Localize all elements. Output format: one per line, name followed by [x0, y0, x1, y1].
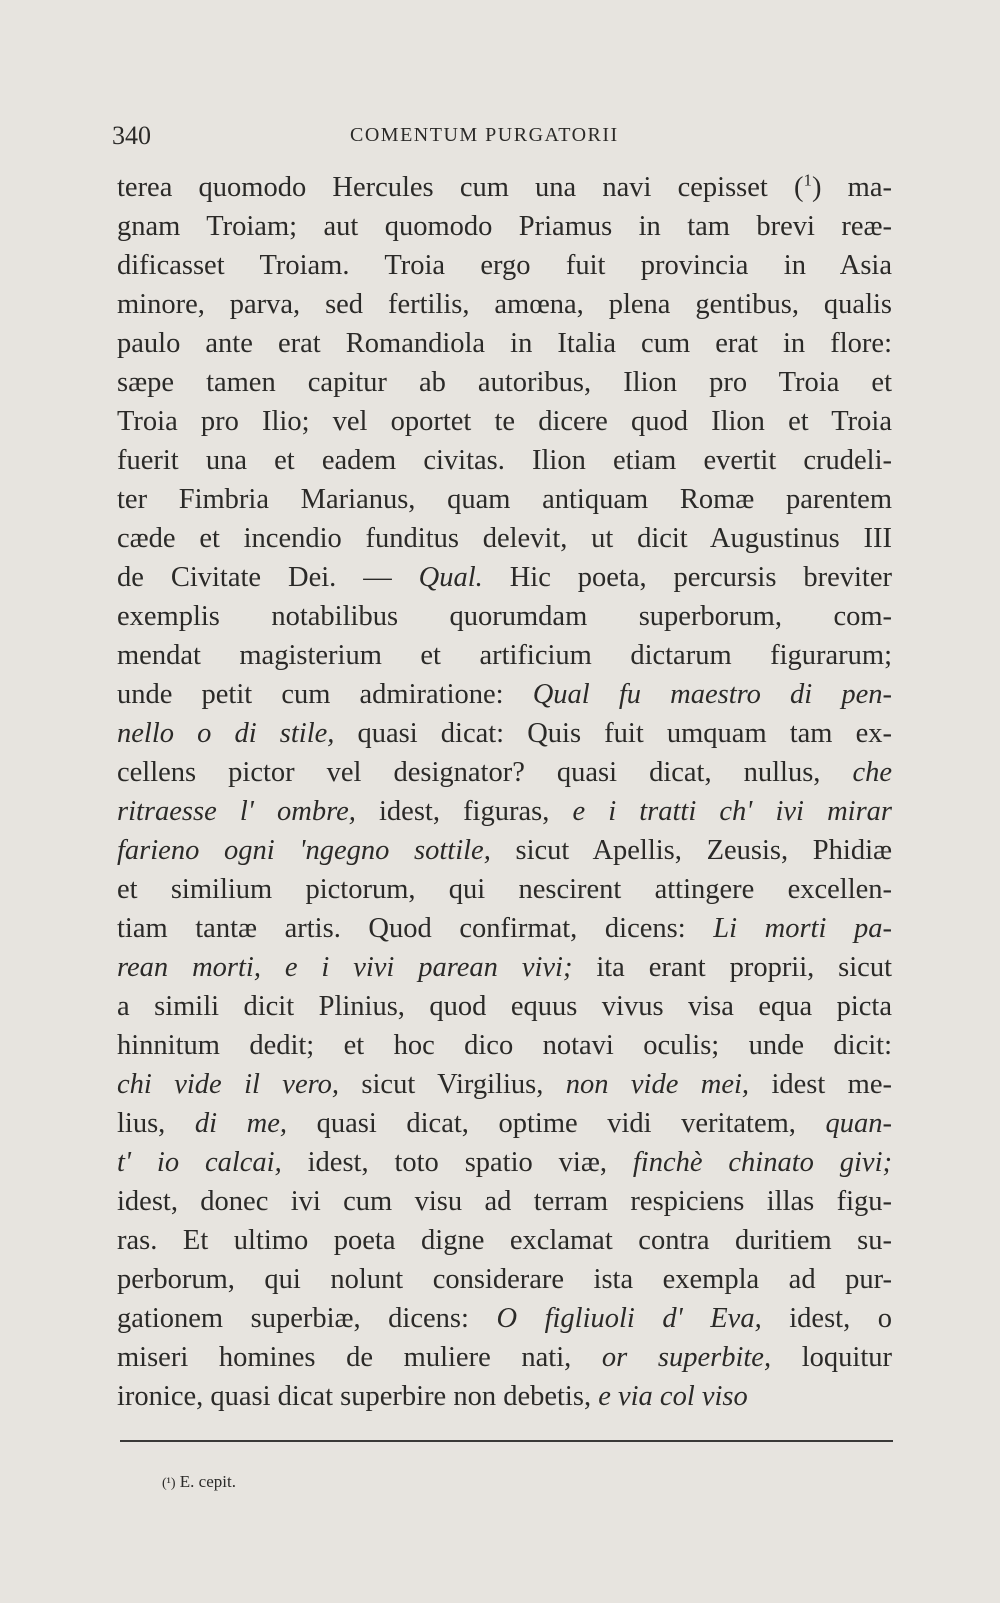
italic-quote: e i tratti ch' ivi mirar: [572, 796, 893, 827]
text-line: [117, 597, 892, 636]
text-segment: et similium pictorum, qui nescirent attingere excellen-: [117, 874, 892, 905]
text-segment: dificasset Troiam. Troia ergo fuit provincia in Asia: [117, 250, 892, 281]
page-header: [112, 121, 890, 155]
italic-quote: Qual.: [418, 562, 483, 593]
text-line: [117, 168, 892, 207]
text-line: [117, 1143, 892, 1182]
italic-quote: e via col viso: [598, 1381, 748, 1412]
footnote-text: E. cepit.: [179, 1472, 236, 1491]
text-segment: quasi dicat, optime vidi veritatem,: [287, 1108, 826, 1139]
text-segment: hinnitum dedit; et hoc dico notavi oculis; unde dicit:: [117, 1030, 892, 1061]
text-segment: terea quomodo Hercules cum una navi cepisset (: [117, 172, 804, 203]
text-line: [117, 1065, 892, 1104]
text-line: [117, 558, 892, 597]
text-line: [117, 1026, 892, 1065]
text-line: [117, 1377, 892, 1416]
text-line: [117, 675, 892, 714]
text-segment: quasi dicat: Quis fuit umquam tam ex-: [334, 718, 892, 749]
text-line: [117, 480, 892, 519]
text-segment: fuerit una et eadem civitas. Ilion etiam evertit crudeli-: [117, 445, 892, 476]
text-line: [117, 792, 892, 831]
page-number: 340: [112, 121, 151, 150]
italic-quote: farieno ogni 'ngegno sottile,: [117, 835, 491, 866]
text-line: [117, 1260, 892, 1299]
text-line: [117, 987, 892, 1026]
italic-quote: finchè chinato givi;: [632, 1147, 892, 1178]
text-line: [117, 1104, 892, 1143]
text-line: [117, 519, 892, 558]
italic-quote: chi vide il vero,: [117, 1069, 340, 1100]
text-segment: idest, toto spatio viæ,: [281, 1147, 633, 1178]
italic-quote: Li morti pa-: [713, 913, 892, 944]
text-segment: ) ma-: [812, 172, 892, 203]
text-segment: loquitur: [771, 1342, 892, 1373]
text-line: [117, 363, 892, 402]
text-segment: tiam tantæ artis. Quod confirmat, dicens:: [117, 913, 714, 944]
footnote-mark: (¹): [162, 1476, 176, 1491]
text-line: [117, 714, 892, 753]
text-line: [117, 1221, 892, 1260]
italic-quote: ritraesse l' ombre,: [117, 796, 356, 827]
text-segment: Hic poeta, percursis breviter: [482, 562, 892, 593]
italic-quote: nello o di stile,: [117, 718, 335, 749]
italic-quote: non vide mei,: [565, 1069, 750, 1100]
text-segment: exemplis notabilibus quorumdam superborum, com-: [117, 601, 892, 632]
text-line: [117, 636, 892, 675]
text-segment: miseri homines de muliere nati,: [117, 1342, 602, 1373]
footnote: [162, 1472, 236, 1492]
text-segment: ita erant proprii, sicut: [572, 952, 892, 983]
text-segment: gnam Troiam; aut quomodo Priamus in tam brevi reæ-: [117, 211, 892, 242]
italic-quote: O figliuoli d' Eva,: [496, 1303, 762, 1334]
italic-quote: Qual fu maestro di pen-: [532, 679, 892, 710]
text-line: [117, 753, 892, 792]
text-segment: unde petit cum admiratione:: [117, 679, 533, 710]
text-segment: mendat magisterium et artificium dictarum figurarum;: [117, 640, 892, 671]
footnote-rule: [120, 1440, 893, 1442]
italic-quote: rean morti, e i vivi parean vivi;: [117, 952, 573, 983]
text-segment: ironice, quasi dicat superbire non debetis,: [117, 1381, 599, 1412]
text-segment: sicut Virgilius,: [339, 1069, 566, 1100]
text-line: [117, 1182, 892, 1221]
italic-quote: di me,: [194, 1108, 288, 1139]
text-line: [117, 402, 892, 441]
text-line: [117, 285, 892, 324]
text-segment: idest, o: [761, 1303, 892, 1334]
text-segment: cellens pictor vel designator? quasi dicat, nullus,: [117, 757, 853, 788]
text-segment: cæde et incendio funditus delevit, ut dicit Augustinus III: [117, 523, 892, 554]
text-segment: idest me-: [749, 1069, 892, 1100]
text-segment: ter Fimbria Marianus, quam antiquam Romæ parentem: [117, 484, 892, 515]
text-segment: perborum, qui nolunt considerare ista exempla ad pur-: [117, 1264, 892, 1295]
text-segment: sæpe tamen capitur ab autoribus, Ilion pro Troia et: [117, 367, 892, 398]
text-segment: a simili dicit Plinius, quod equus vivus visa equa picta: [117, 991, 892, 1022]
footnote-reference: 1: [803, 170, 813, 190]
text-segment: ras. Et ultimo poeta digne exclamat contra duritiem su-: [117, 1225, 892, 1256]
text-line: [117, 441, 892, 480]
text-line: [117, 948, 892, 987]
text-segment: paulo ante erat Romandiola in Italia cum erat in flore:: [117, 328, 892, 359]
text-line: [117, 831, 892, 870]
text-line: [117, 207, 892, 246]
italic-quote: che: [852, 757, 892, 788]
text-segment: sicut Apellis, Zeusis, Phidiæ: [490, 835, 892, 866]
text-line: [117, 870, 892, 909]
text-line: [117, 909, 892, 948]
text-segment: minore, parva, sed fertilis, amœna, plena gentibus, qualis: [117, 289, 892, 320]
text-segment: Troia pro Ilio; vel oportet te dicere quod Ilion et Troia: [117, 406, 892, 437]
text-line: [117, 1338, 892, 1377]
text-line: [117, 324, 892, 363]
text-line: [117, 1299, 892, 1338]
text-segment: de Civitate Dei. —: [117, 562, 419, 593]
text-segment: lius,: [117, 1108, 195, 1139]
text-line: [117, 246, 892, 285]
italic-quote: t' io calcai,: [117, 1147, 282, 1178]
italic-quote: or superbite,: [601, 1342, 772, 1373]
running-title: COMENTUM PURGATORII: [350, 124, 619, 146]
italic-quote: quan-: [825, 1108, 892, 1139]
text-segment: gationem superbiæ, dicens:: [117, 1303, 497, 1334]
body-text: [117, 168, 892, 1416]
text-segment: idest, donec ivi cum visu ad terram respiciens illas figu-: [117, 1186, 892, 1217]
text-segment: idest, figuras,: [355, 796, 573, 827]
